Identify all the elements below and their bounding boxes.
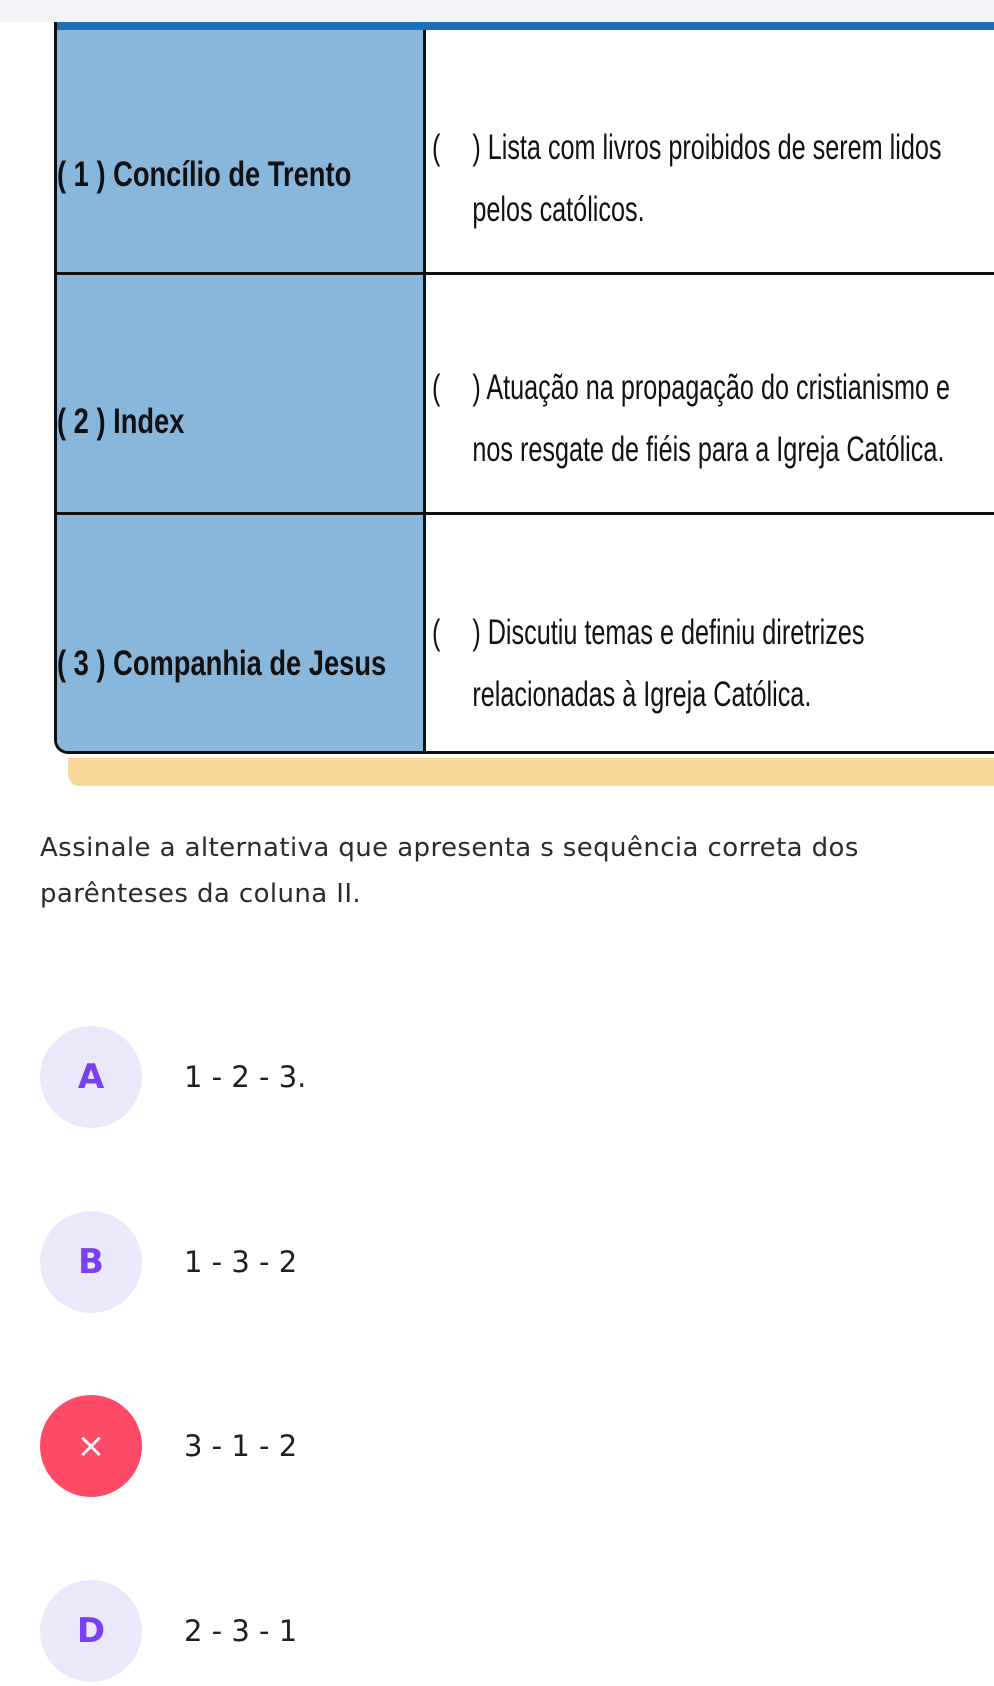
column-two-item-2-cont [432,419,945,481]
column-two-item-3-line-2: relacionadas à Igreja Católica. [472,675,812,714]
table-top-cap [57,22,994,30]
column-two-item-1 [432,117,942,179]
column-one [57,30,426,751]
column-two-item-1-line-1: ) Lista com livros proibidos de serem lidos [472,128,942,167]
option-a-badge: A [40,1026,142,1128]
column-two-item-1-cont [432,179,835,241]
row-divider [57,272,994,275]
column-one-item-2: ( 2 ) Index [57,402,185,441]
decorative-bar [68,758,994,786]
wrong-x-icon: × [40,1395,142,1497]
column-one-item-3: ( 3 ) Companhia de Jesus [57,644,387,683]
option-b-text: 1 - 3 - 2 [184,1245,298,1279]
option-d-badge: D [40,1580,142,1682]
option-a[interactable] [40,1026,640,1128]
blank-parenthesis: ( [432,128,441,167]
matching-table [54,22,994,754]
column-two-item-2-line-2: nos resgate de fiéis para a Igreja Católica. [472,430,945,469]
blank-parenthesis: ( [432,368,441,407]
blank-parenthesis: ( [432,613,441,652]
option-c-text: 3 - 1 - 2 [184,1429,298,1463]
option-c[interactable] [40,1395,640,1497]
option-b[interactable] [40,1211,640,1313]
column-one-item-1: ( 1 ) Concílio de Trento [57,155,352,194]
option-d-text: 2 - 3 - 1 [184,1614,298,1648]
column-two-item-1-line-2: pelos católicos. [472,190,645,229]
question-text: Assinale a alternativa que apresenta s sequência correta dos parênteses da coluna II. [40,833,859,909]
column-two-item-3-cont [432,664,835,726]
column-two-item-3 [432,602,865,664]
row-divider [57,512,994,515]
column-two-item-2 [432,357,951,419]
option-a-text: 1 - 2 - 3. [184,1060,307,1094]
top-strip [0,0,994,22]
option-d[interactable] [40,1580,640,1682]
column-two-item-3-line-1: ) Discutiu temas e definiu diretrizes [472,613,865,652]
option-b-badge: B [40,1211,142,1313]
column-two-item-2-line-1: ) Atuação na propagação do cristianismo e [472,368,951,407]
